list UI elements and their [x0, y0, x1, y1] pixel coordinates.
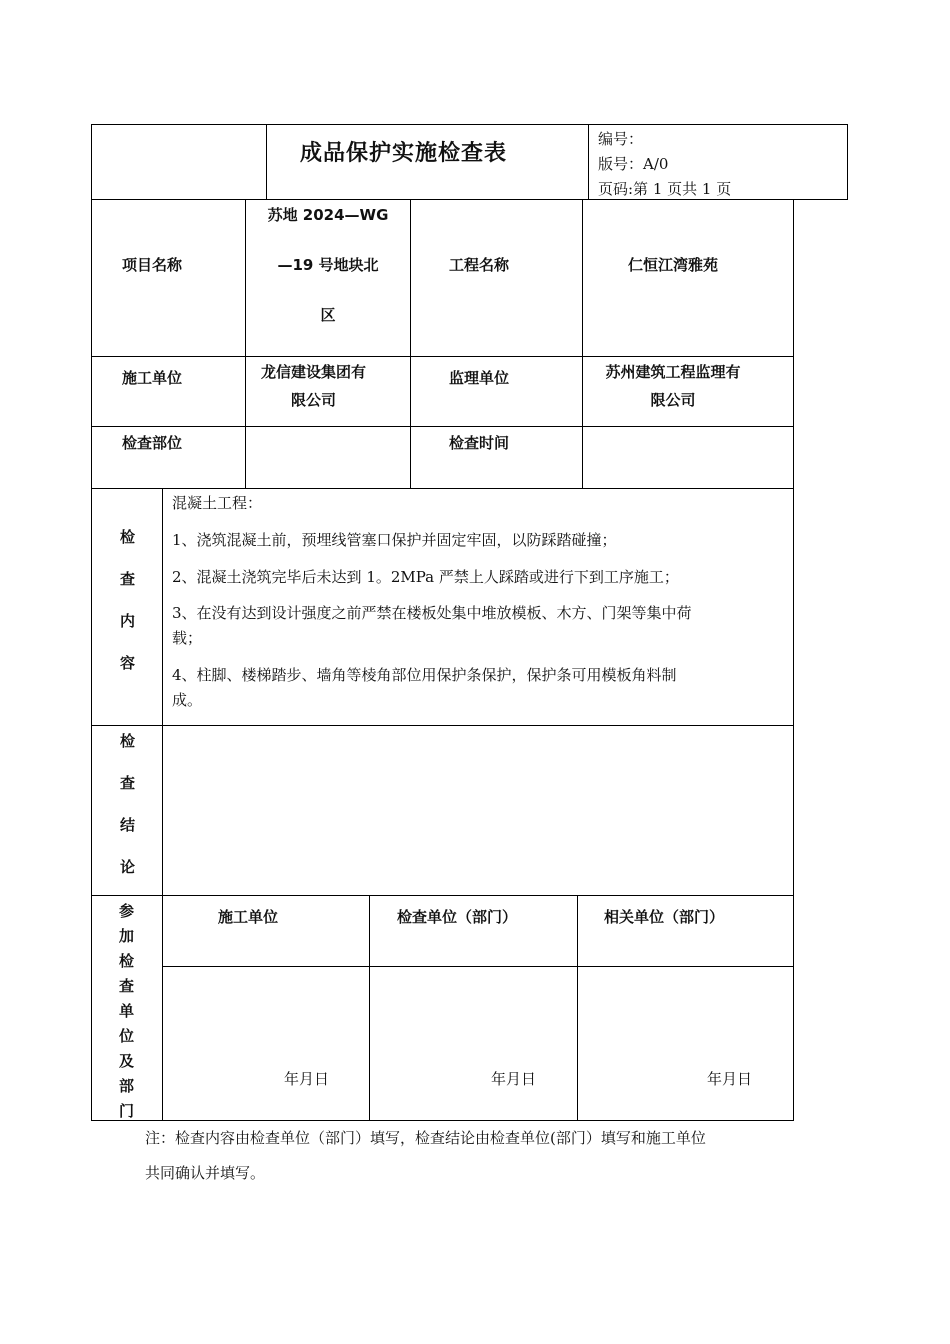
content-item-4-line2: 成。	[172, 691, 203, 709]
conclusion-label-char: 结	[120, 816, 136, 834]
inspect-time-value[interactable]	[588, 432, 788, 482]
participants-label-char: 参	[119, 902, 135, 920]
supervisor-line2: 限公司	[650, 391, 696, 409]
supervisor-label: 监理单位	[449, 369, 510, 387]
participants-label-char: 查	[119, 977, 135, 995]
content-label-char: 查	[120, 570, 136, 588]
content-item-3-line2: 载；	[172, 629, 203, 647]
participant-col2-date: 年月日	[491, 1070, 537, 1088]
supervisor-line1: 苏州建筑工程监理有	[605, 363, 741, 381]
contractor-label: 施工单位	[122, 369, 183, 387]
participant-col3-date: 年月日	[707, 1070, 753, 1088]
inspect-part-label: 检查部位	[122, 434, 183, 452]
engineering-name-value: 仁恒江湾雅苑	[627, 256, 718, 274]
participant-col2-header: 检查单位（部门）	[397, 908, 518, 926]
participants-label-char: 及	[119, 1052, 135, 1070]
page-title: 成品保护实施检查表	[300, 141, 508, 166]
participant-col1-date: 年月日	[284, 1070, 330, 1088]
project-name-line3: 区	[320, 306, 336, 324]
contractor-line2: 限公司	[290, 391, 336, 409]
participants-label-char: 部	[119, 1077, 135, 1095]
conclusion-label-char: 检	[120, 732, 136, 750]
participants-label-char: 单	[119, 1002, 135, 1020]
project-name-value	[246, 204, 410, 325]
supervisor-value	[583, 361, 763, 410]
footnote-line2: 共同确认并填写。	[145, 1164, 266, 1182]
inspect-time-label: 检查时间	[449, 434, 510, 452]
version-label: 版号：A/0	[598, 155, 669, 173]
content-item-2: 2、混凝土浇筑完毕后未达到 1。2MPa 严禁上人踩踏或进行下到工序施工；	[172, 568, 679, 586]
contractor-value	[246, 361, 381, 410]
content-label-char: 容	[120, 654, 136, 672]
inspect-part-value[interactable]	[250, 432, 405, 482]
content-item-4-line1: 4、柱脚、楼梯踏步、墙角等棱角部位用保护条保护，保护条可用模板角料制	[172, 666, 677, 684]
participants-label-char: 位	[119, 1027, 135, 1045]
contractor-line1: 龙信建设集团有	[260, 363, 366, 381]
participant-col1-header: 施工单位	[218, 908, 279, 926]
participants-label-char: 检	[119, 952, 135, 970]
content-label-char: 内	[120, 612, 136, 630]
project-name-line2: —19 号地块北	[277, 256, 379, 274]
participant-col3-header: 相关单位（部门）	[604, 908, 725, 926]
participants-label-char: 加	[119, 927, 135, 945]
code-label: 编号：	[598, 130, 644, 148]
content-heading: 混凝土工程：	[172, 494, 263, 512]
content-item-3-line1: 3、在没有达到设计强度之前严禁在楼板处集中堆放模板、木方、门架等集中荷	[172, 604, 692, 622]
page-label: 页码:第 1 页共 1 页	[598, 180, 732, 198]
content-label-char: 检	[120, 528, 136, 546]
conclusion-label-char: 论	[120, 858, 136, 876]
conclusion-value[interactable]	[168, 730, 788, 890]
footnote-line1: 注：检查内容由检查单位（部门）填写，检查结论由检查单位(部门）填写和施工单位	[145, 1129, 706, 1147]
content-item-1: 1、浇筑混凝土前，预埋线管塞口保护并固定牢固，以防踩踏碰撞；	[172, 531, 617, 549]
engineering-name-label: 工程名称	[449, 256, 510, 274]
project-name-line1: 苏地 2024—WG	[267, 206, 389, 224]
project-name-label: 项目名称	[122, 256, 183, 274]
conclusion-label-char: 查	[120, 774, 136, 792]
participants-label-char: 门	[119, 1102, 135, 1120]
